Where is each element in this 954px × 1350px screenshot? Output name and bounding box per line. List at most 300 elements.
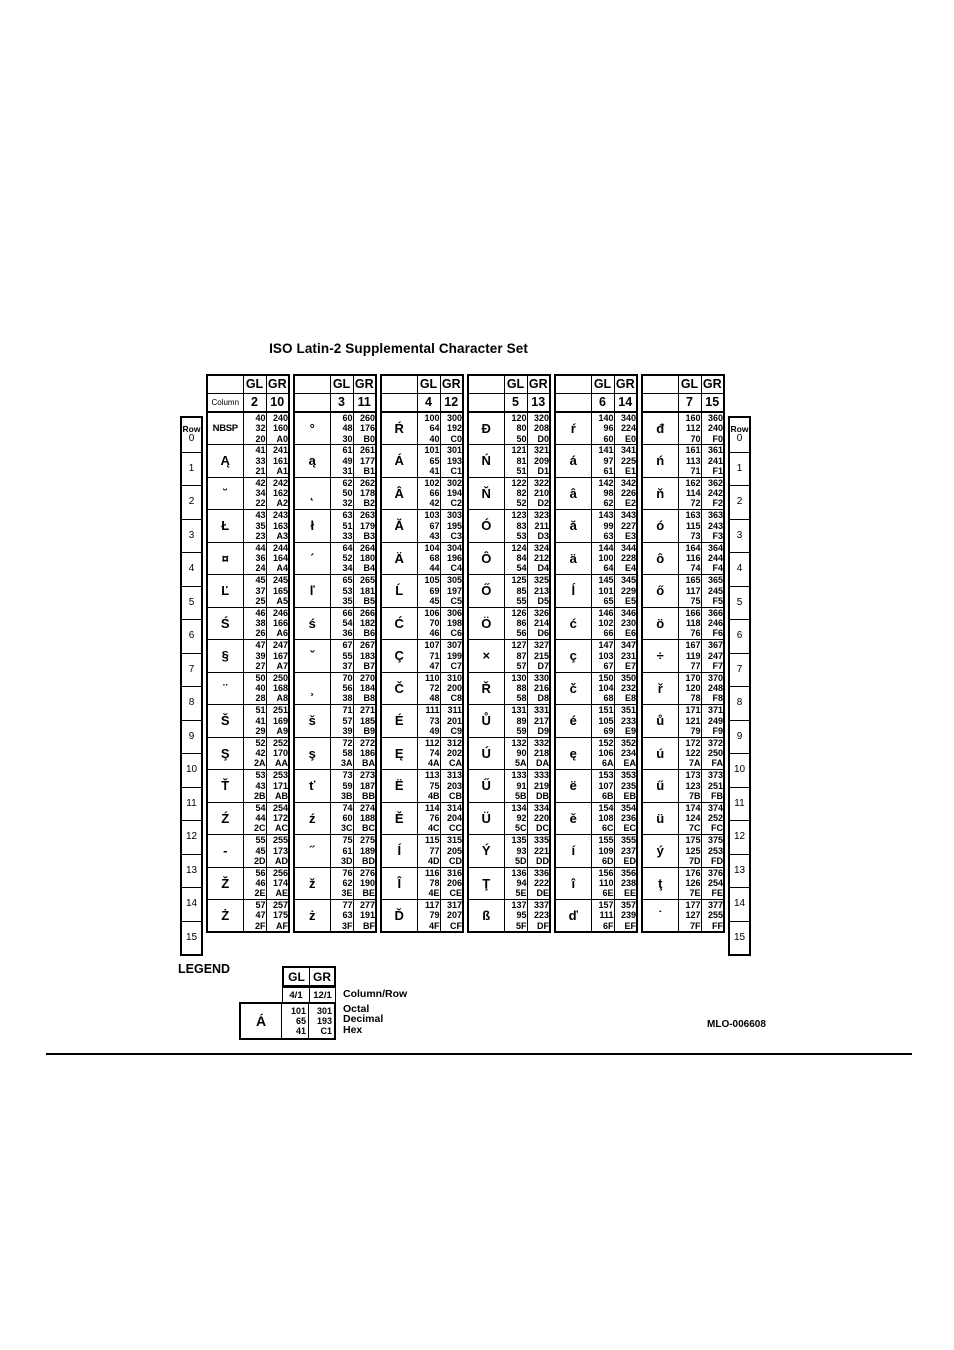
gl-codes: 116 78 4E <box>417 867 440 900</box>
charset-row <box>381 737 463 770</box>
character-glyph: É <box>381 705 417 738</box>
gl-codes: 71 57 39 <box>330 705 353 738</box>
gl-codes: 164 116 74 <box>678 542 701 575</box>
gr-codes: 346 230 E6 <box>614 607 637 640</box>
character-glyph: ´ <box>294 542 330 575</box>
gl-codes: 107 71 47 <box>417 640 440 673</box>
charset-row <box>555 445 637 478</box>
column-label <box>468 393 504 412</box>
charset-row <box>555 802 637 835</box>
gl-codes: 50 40 28 <box>243 672 266 705</box>
character-glyph: ĺ <box>555 575 591 608</box>
gl-codes: 70 56 38 <box>330 672 353 705</box>
charset-row <box>294 867 376 900</box>
row-number-cell: 1 <box>182 452 201 486</box>
character-glyph: ŕ <box>555 412 591 445</box>
gr-codes: 273 187 BB <box>353 770 376 803</box>
row-number-cell: 2 <box>730 485 749 519</box>
gl-codes: 155 109 6D <box>591 835 614 868</box>
charset-row <box>468 867 550 900</box>
legend-example-char: Á <box>241 1004 282 1038</box>
gr-codes: 271 185 B9 <box>353 705 376 738</box>
gr-codes: 376 254 FE <box>701 867 724 900</box>
gr-codes: 272 186 BA <box>353 737 376 770</box>
charset-row <box>294 445 376 478</box>
gl-codes: 115 77 4D <box>417 835 440 868</box>
gr-header: GR <box>527 375 550 393</box>
gr-codes: 351 233 E9 <box>614 705 637 738</box>
gr-codes: 321 209 D1 <box>527 445 550 478</box>
legend-gr-header: GR <box>309 968 334 985</box>
gl-codes: 150 104 68 <box>591 672 614 705</box>
row-number-cell: 5 <box>730 586 749 620</box>
gr-codes: 371 249 F9 <box>701 705 724 738</box>
character-glyph: ź <box>294 802 330 835</box>
charset-row <box>381 510 463 543</box>
gr-codes: 263 179 B3 <box>353 510 376 543</box>
legend-gl-header: GL <box>288 969 305 984</box>
legend-column-row-cells <box>282 987 336 1003</box>
charset-column-group <box>641 374 725 933</box>
charset-row <box>642 640 724 673</box>
character-glyph: Ć <box>381 607 417 640</box>
gr-codes: 337 223 DF <box>527 900 550 933</box>
footer-rule <box>46 1053 912 1055</box>
gr-codes: 327 215 D7 <box>527 640 550 673</box>
gr-codes: 240 160 A0 <box>266 412 289 445</box>
legend-octal-caption: Octal <box>343 1003 370 1015</box>
charset-row <box>207 607 289 640</box>
character-glyph: Ú <box>468 737 504 770</box>
gl-codes: 143 99 63 <box>591 510 614 543</box>
character-glyph: ä <box>555 542 591 575</box>
character-glyph: á <box>555 445 591 478</box>
legend-glgr-box <box>282 966 336 987</box>
charset-row <box>555 867 637 900</box>
character-glyph: ę <box>555 737 591 770</box>
charset-row <box>468 835 550 868</box>
charset-row <box>642 770 724 803</box>
charset-row <box>642 737 724 770</box>
gr-codes: 253 171 AB <box>266 770 289 803</box>
character-glyph: î <box>555 867 591 900</box>
character-glyph: Ü <box>468 802 504 835</box>
charset-row <box>555 900 637 933</box>
gr-codes: 252 170 AA <box>266 737 289 770</box>
gr-codes: 277 191 BF <box>353 900 376 933</box>
char-column-header <box>555 375 591 393</box>
gl-column-number: 2 <box>243 393 266 412</box>
gl-codes: 163 115 73 <box>678 510 701 543</box>
gl-codes: 124 84 54 <box>504 542 527 575</box>
gl-codes: 142 98 62 <box>591 477 614 510</box>
charset-row <box>555 705 637 738</box>
character-glyph: ë <box>555 770 591 803</box>
row-number-cell: 10 <box>182 753 201 787</box>
character-glyph: ° <box>294 412 330 445</box>
gl-codes: 65 53 35 <box>330 575 353 608</box>
gr-codes: 302 194 C2 <box>440 477 463 510</box>
gl-codes: 41 33 21 <box>243 445 266 478</box>
charset-row <box>642 412 724 445</box>
row-label: Row <box>182 424 201 435</box>
character-glyph: ď <box>555 900 591 933</box>
gr-codes: 265 181 B5 <box>353 575 376 608</box>
charset-row <box>642 510 724 543</box>
gl-codes: 62 50 32 <box>330 477 353 510</box>
gl-header: GL <box>678 375 701 393</box>
legend-decimal-caption: Decimal <box>343 1013 384 1026</box>
gl-header: GL <box>243 375 266 393</box>
character-glyph: Ľ <box>207 575 243 608</box>
charset-row <box>642 900 724 933</box>
character-glyph: Ě <box>381 802 417 835</box>
gl-codes: 113 75 4B <box>417 770 440 803</box>
gr-codes: 374 252 FC <box>701 802 724 835</box>
gr-codes: 261 177 B1 <box>353 445 376 478</box>
column-label <box>555 393 591 412</box>
gl-codes: 126 86 56 <box>504 607 527 640</box>
character-glyph: Ç <box>381 640 417 673</box>
character-glyph: Ź <box>207 802 243 835</box>
character-glyph: Ó <box>468 510 504 543</box>
character-glyph: Â <box>381 477 417 510</box>
gl-codes: 67 55 37 <box>330 640 353 673</box>
gl-column-number: 3 <box>330 393 353 412</box>
gl-codes: 176 126 7E <box>678 867 701 900</box>
gl-codes: 131 89 59 <box>504 705 527 738</box>
gr-codes: 332 218 DA <box>527 737 550 770</box>
row-number-cell: Row 0 <box>730 424 749 445</box>
gl-codes: 111 73 49 <box>417 705 440 738</box>
character-glyph: Ń <box>468 445 504 478</box>
row-number-cell: 6 <box>730 619 749 653</box>
character-glyph: é <box>555 705 591 738</box>
gr-codes: 304 196 C4 <box>440 542 463 575</box>
gl-codes: 174 124 7C <box>678 802 701 835</box>
gl-codes: 53 43 2B <box>243 770 266 803</box>
character-glyph: Ý <box>468 835 504 868</box>
gr-codes: 300 192 C0 <box>440 412 463 445</box>
gr-codes: 307 199 C7 <box>440 640 463 673</box>
character-glyph: Ŕ <box>381 412 417 445</box>
gl-codes: 160 112 70 <box>678 412 701 445</box>
row-number-cell: Row 0 <box>182 424 201 445</box>
gl-codes: 76 62 3E <box>330 867 353 900</box>
row-number-cell: 5 <box>182 586 201 620</box>
legend-example-gr-codes: 301 193 C1 <box>308 1004 334 1038</box>
charset-row <box>294 835 376 868</box>
gl-codes: 145 101 65 <box>591 575 614 608</box>
charset-row <box>207 705 289 738</box>
character-glyph: Ş <box>207 737 243 770</box>
character-glyph: ş <box>294 737 330 770</box>
character-glyph: ç <box>555 640 591 673</box>
gr-codes: 360 240 F0 <box>701 412 724 445</box>
figure-number: MLO-006608 <box>707 1019 766 1030</box>
gr-codes: 350 232 E8 <box>614 672 637 705</box>
row-number-cell: 15 <box>730 921 749 955</box>
charset-column-group <box>554 374 638 933</box>
character-glyph: Ä <box>381 542 417 575</box>
row-number-cell: 7 <box>182 653 201 687</box>
charset-row <box>555 737 637 770</box>
gl-codes: 121 81 51 <box>504 445 527 478</box>
gl-header: GL <box>591 375 614 393</box>
gl-codes: 177 127 7F <box>678 900 701 933</box>
row-number-cell: 3 <box>182 519 201 553</box>
charset-row <box>294 672 376 705</box>
gl-codes: 52 42 2A <box>243 737 266 770</box>
gl-codes: 167 119 77 <box>678 640 701 673</box>
charset-row <box>381 835 463 868</box>
gl-codes: 106 70 46 <box>417 607 440 640</box>
gl-codes: 105 69 45 <box>417 575 440 608</box>
character-glyph: ˝ <box>294 835 330 868</box>
row-number-column-left <box>180 416 203 956</box>
gr-codes: 353 235 EB <box>614 770 637 803</box>
character-glyph: § <box>207 640 243 673</box>
charset-row <box>294 770 376 803</box>
charset-row <box>555 770 637 803</box>
gl-codes: 54 44 2C <box>243 802 266 835</box>
gr-codes: 352 234 EA <box>614 737 637 770</box>
charset-row <box>468 607 550 640</box>
gl-codes: 141 97 61 <box>591 445 614 478</box>
character-glyph: ý <box>642 835 678 868</box>
gr-codes: 251 169 A9 <box>266 705 289 738</box>
gr-codes: 276 190 BE <box>353 867 376 900</box>
gr-codes: 262 178 B2 <box>353 477 376 510</box>
charset-row <box>642 672 724 705</box>
charset-row <box>555 510 637 543</box>
charset-row <box>468 575 550 608</box>
charset-row <box>207 640 289 673</box>
character-glyph: Ň <box>468 477 504 510</box>
gl-codes: 40 32 20 <box>243 412 266 445</box>
gr-codes: 256 174 AE <box>266 867 289 900</box>
gl-codes: 110 72 48 <box>417 672 440 705</box>
charset-row <box>468 672 550 705</box>
charset-row <box>294 542 376 575</box>
gr-column-number: 14 <box>614 393 637 412</box>
gr-codes: 312 202 CA <box>440 737 463 770</box>
gl-codes: 127 87 57 <box>504 640 527 673</box>
character-glyph: ţ <box>642 867 678 900</box>
char-column-header <box>468 375 504 393</box>
gl-codes: 77 63 3F <box>330 900 353 933</box>
gl-codes: 166 118 76 <box>678 607 701 640</box>
charset-row <box>207 770 289 803</box>
charset-row <box>381 770 463 803</box>
gl-codes: 64 52 34 <box>330 542 353 575</box>
charset-row <box>294 900 376 933</box>
character-glyph: ż <box>294 900 330 933</box>
character-glyph: ń <box>642 445 678 478</box>
gr-codes: 365 245 F5 <box>701 575 724 608</box>
gl-codes: 46 38 26 <box>243 607 266 640</box>
gl-column-number: 7 <box>678 393 701 412</box>
charset-row <box>381 640 463 673</box>
row-number-cell: 7 <box>730 653 749 687</box>
char-column-header <box>642 375 678 393</box>
character-glyph: ¤ <box>207 542 243 575</box>
gr-codes: 255 173 AD <box>266 835 289 868</box>
character-glyph: š <box>294 705 330 738</box>
gr-codes: 313 203 CB <box>440 770 463 803</box>
charset-row <box>642 802 724 835</box>
row-label: Row <box>730 424 749 435</box>
gr-codes: 250 168 A8 <box>266 672 289 705</box>
gr-header: GR <box>266 375 289 393</box>
charset-row <box>642 835 724 868</box>
gr-codes: 340 224 E0 <box>614 412 637 445</box>
gr-codes: 342 226 E2 <box>614 477 637 510</box>
gl-column-number: 6 <box>591 393 614 412</box>
gr-codes: 305 197 C5 <box>440 575 463 608</box>
character-glyph: Í <box>381 835 417 868</box>
gr-codes: 242 162 A2 <box>266 477 289 510</box>
gl-codes: 157 111 6F <box>591 900 614 933</box>
charset-row <box>294 412 376 445</box>
gl-codes: 162 114 72 <box>678 477 701 510</box>
gr-header: GR <box>440 375 463 393</box>
column-label <box>294 393 330 412</box>
gl-codes: 100 64 40 <box>417 412 440 445</box>
legend-column-row-caption: Column/Row <box>343 988 408 1000</box>
character-glyph: ś <box>294 607 330 640</box>
gr-codes: 301 193 C1 <box>440 445 463 478</box>
character-glyph: ¸ <box>294 672 330 705</box>
character-glyph: Ö <box>468 607 504 640</box>
char-column-header <box>381 375 417 393</box>
gr-codes: 306 198 C6 <box>440 607 463 640</box>
gl-codes: 75 61 3D <box>330 835 353 868</box>
charset-row <box>207 412 289 445</box>
gr-codes: 345 229 E5 <box>614 575 637 608</box>
charset-row <box>555 477 637 510</box>
character-glyph: Ţ <box>468 867 504 900</box>
row-number-column-right <box>728 416 751 956</box>
character-glyph: - <box>207 835 243 868</box>
gl-codes: 125 85 55 <box>504 575 527 608</box>
gr-codes: 266 182 B6 <box>353 607 376 640</box>
gr-header: GR <box>701 375 724 393</box>
gl-codes: 165 117 75 <box>678 575 701 608</box>
gr-codes: 375 253 FD <box>701 835 724 868</box>
charset-row <box>207 542 289 575</box>
gr-codes: 311 201 C9 <box>440 705 463 738</box>
character-glyph: ÷ <box>642 640 678 673</box>
charset-row <box>642 542 724 575</box>
gr-codes: 331 217 D9 <box>527 705 550 738</box>
gl-codes: 146 102 66 <box>591 607 614 640</box>
charset-row <box>468 510 550 543</box>
row-number-cell: 12 <box>730 820 749 854</box>
charset-row <box>381 900 463 933</box>
gl-codes: 135 93 5D <box>504 835 527 868</box>
gr-codes: 260 176 B0 <box>353 412 376 445</box>
character-glyph: â <box>555 477 591 510</box>
character-glyph: í <box>555 835 591 868</box>
character-glyph: Ď <box>381 900 417 933</box>
charset-row <box>468 542 550 575</box>
character-glyph: ă <box>555 510 591 543</box>
gl-codes: 56 46 2E <box>243 867 266 900</box>
character-glyph: ű <box>642 770 678 803</box>
gr-codes: 377 255 FF <box>701 900 724 933</box>
gl-column-number: 4 <box>417 393 440 412</box>
gr-codes: 366 246 F6 <box>701 607 724 640</box>
gr-codes: 245 165 A5 <box>266 575 289 608</box>
gr-codes: 254 172 AC <box>266 802 289 835</box>
gl-codes: 161 113 71 <box>678 445 701 478</box>
gl-codes: 134 92 5C <box>504 802 527 835</box>
charset-row <box>207 802 289 835</box>
gl-codes: 51 41 29 <box>243 705 266 738</box>
gr-codes: 341 225 E1 <box>614 445 637 478</box>
gr-codes: 333 219 DB <box>527 770 550 803</box>
row-number-cell: 8 <box>182 686 201 720</box>
character-glyph: Ű <box>468 770 504 803</box>
character-glyph: Á <box>381 445 417 478</box>
charset-row <box>468 770 550 803</box>
charset-row <box>207 510 289 543</box>
charset-row <box>381 412 463 445</box>
gl-codes: 61 49 31 <box>330 445 353 478</box>
legend-value-captions <box>343 1004 383 1035</box>
character-glyph: đ <box>642 412 678 445</box>
gr-codes: 354 236 EC <box>614 802 637 835</box>
character-glyph: ť <box>294 770 330 803</box>
character-glyph: Ô <box>468 542 504 575</box>
gr-codes: 330 216 D8 <box>527 672 550 705</box>
gl-codes: 133 91 5B <box>504 770 527 803</box>
charset-column-group <box>293 374 377 933</box>
legend-hex-caption: Hex <box>343 1023 363 1036</box>
row-number-cell: 3 <box>730 519 749 553</box>
charset-row <box>294 802 376 835</box>
character-glyph: ő <box>642 575 678 608</box>
row-number-cell: 2 <box>182 485 201 519</box>
gr-codes: 247 167 A7 <box>266 640 289 673</box>
gl-header: GL <box>417 375 440 393</box>
gr-codes: 275 189 BD <box>353 835 376 868</box>
gr-column-number: 12 <box>440 393 463 412</box>
gl-column-number: 5 <box>504 393 527 412</box>
charset-row <box>642 575 724 608</box>
character-glyph: ô <box>642 542 678 575</box>
charset-row <box>468 445 550 478</box>
character-glyph: ů <box>642 705 678 738</box>
charset-row <box>207 477 289 510</box>
character-glyph: Ę <box>381 737 417 770</box>
character-glyph: ß <box>468 900 504 933</box>
gr-codes: 347 231 E7 <box>614 640 637 673</box>
charset-row <box>468 900 550 933</box>
gl-codes: 136 94 5E <box>504 867 527 900</box>
gr-codes: 336 222 DE <box>527 867 550 900</box>
gr-codes: 324 212 D4 <box>527 542 550 575</box>
character-glyph: Ř <box>468 672 504 705</box>
character-glyph: č <box>555 672 591 705</box>
charset-row <box>555 412 637 445</box>
char-column-header <box>207 375 243 393</box>
character-glyph: Š <box>207 705 243 738</box>
gr-codes: 357 239 EF <box>614 900 637 933</box>
gl-codes: 47 39 27 <box>243 640 266 673</box>
column-label: Column <box>207 393 243 412</box>
